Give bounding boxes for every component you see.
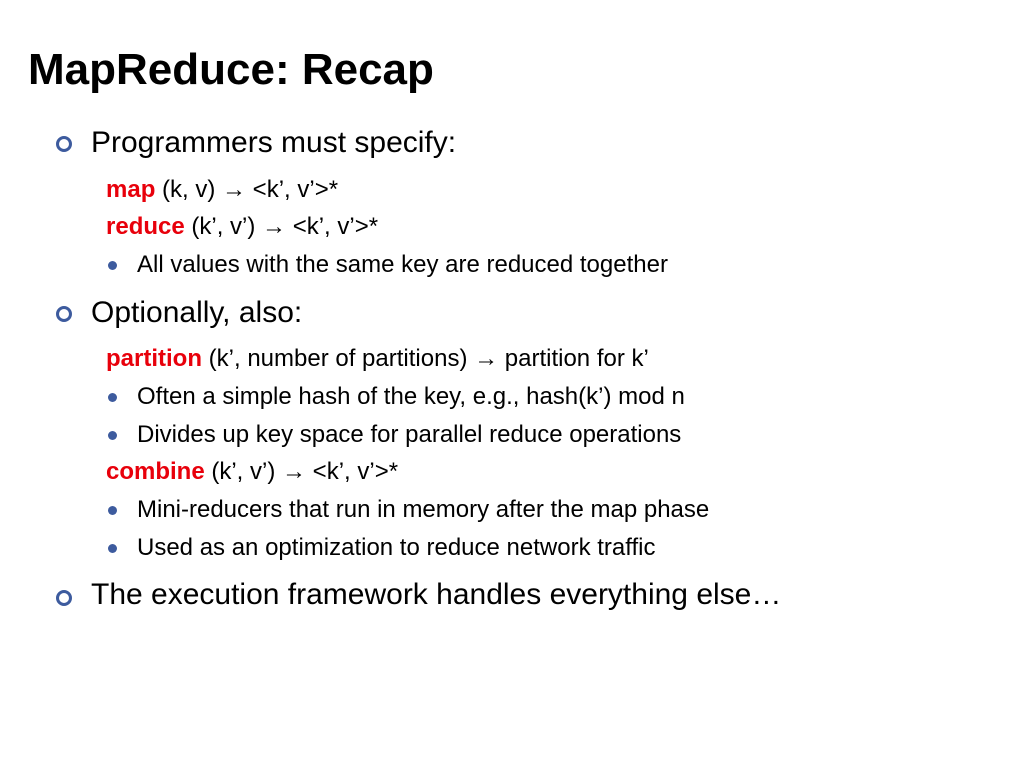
subbullet-divides-key-space: Divides up key space for parallel reduce operations <box>137 421 682 448</box>
term-reduce <box>106 212 378 242</box>
term-signature: (k, v) → <k’, v’>* <box>155 176 339 203</box>
ring-bullet-icon <box>56 306 72 322</box>
term-keyword: partition <box>106 345 202 372</box>
ring-bullet-icon <box>56 136 72 152</box>
dot-bullet-icon <box>108 261 117 270</box>
slide-title: MapReduce: Recap <box>28 45 434 94</box>
ring-bullet-icon <box>56 590 72 606</box>
bullet-optionally-also: Optionally, also: <box>91 296 303 329</box>
term-map <box>106 175 338 205</box>
bullet-execution-framework: The execution framework handles everything else… <box>91 578 782 611</box>
subbullet-mini-reducers: Mini-reducers that run in memory after the map phase <box>137 496 710 523</box>
term-signature: (k’, number of partitions) → partition for k’ <box>202 345 649 372</box>
term-signature: (k’, v’) → <k’, v’>* <box>204 458 399 485</box>
term-keyword: map <box>106 176 156 203</box>
term-partition <box>106 344 649 374</box>
dot-bullet-icon <box>108 393 117 402</box>
subbullet-simple-hash: Often a simple hash of the key, e.g., hash(k’) mod n <box>137 383 685 410</box>
dot-bullet-icon <box>108 544 117 553</box>
dot-bullet-icon <box>108 431 117 440</box>
dot-bullet-icon <box>108 506 117 515</box>
subbullet-all-values: All values with the same key are reduced together <box>137 251 668 278</box>
subbullet-optimization: Used as an optimization to reduce network traffic <box>137 534 656 561</box>
term-keyword: combine <box>106 458 205 485</box>
term-keyword: reduce <box>106 213 185 240</box>
term-signature: (k’, v’) → <k’, v’>* <box>184 213 379 240</box>
bullet-programmers-must-specify: Programmers must specify: <box>91 126 457 159</box>
term-combine <box>106 457 398 487</box>
